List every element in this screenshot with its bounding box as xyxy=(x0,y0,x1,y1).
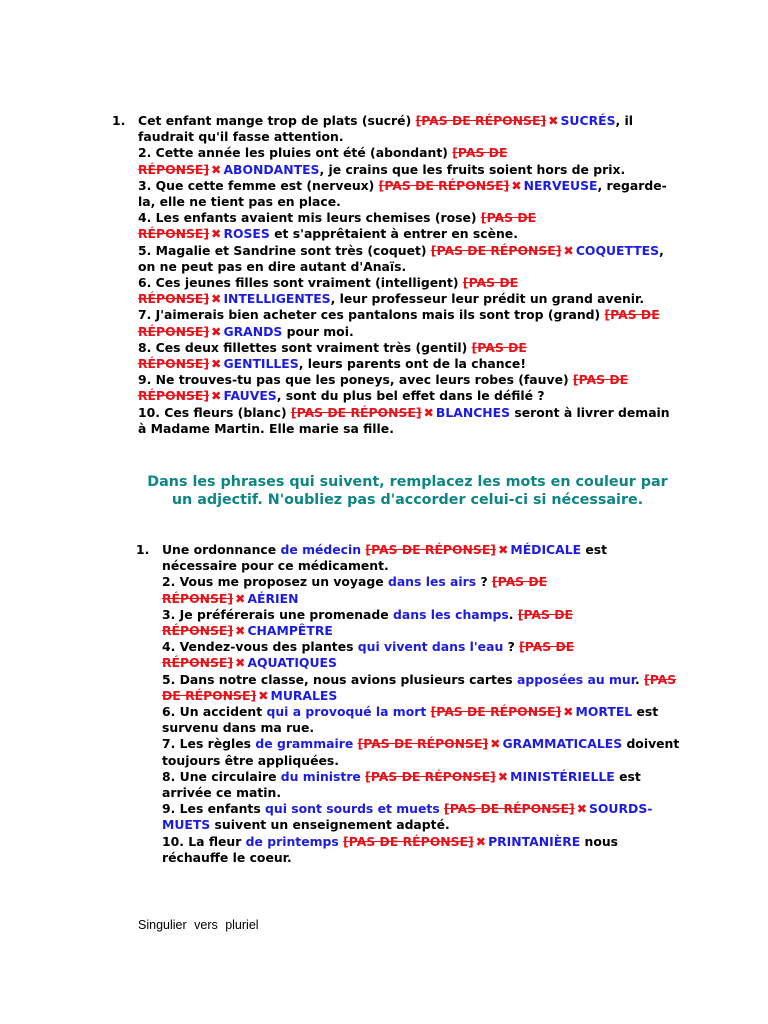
sentence-end: , leur professeur leur prédit un grand avenir. xyxy=(330,291,645,307)
wrong-mark-icon: ✖ xyxy=(490,736,501,752)
highlighted-phrase: qui a provoqué la mort xyxy=(266,704,427,720)
sentence-start: 10. Ces fleurs (blanc) xyxy=(138,404,291,420)
sentence-start: 7. J'aimerais bien acheter ces pantalons mais ils sont trop (grand) xyxy=(138,307,605,323)
sentence-start: 3. Je préférerais une promenade xyxy=(162,606,394,622)
sentence-end: seront à livrer demain à Madame Martin. Elle marie sa fille. xyxy=(138,404,670,436)
sentence-end: , je crains que les fruits soient hors de prix. xyxy=(319,161,626,177)
no-answer-label: [PAS DE RÉPONSE] xyxy=(365,768,496,784)
sentence-end: suivent un enseignement adapté. xyxy=(210,817,450,833)
highlighted-phrase: dans les champs xyxy=(393,606,509,622)
sentence-end: est survenu dans ma rue. xyxy=(162,704,659,736)
no-answer-label: [PAS DE RÉPONSE] xyxy=(138,372,629,404)
no-answer-label: [PAS DE RÉPONSE] xyxy=(162,671,677,703)
sentence-end: , il faudrait qu'il fasse attention. xyxy=(138,113,634,145)
list-item xyxy=(136,801,686,833)
list-item xyxy=(136,542,686,574)
correct-answer: GRANDS xyxy=(223,323,283,339)
list-item xyxy=(136,704,686,736)
wrong-mark-icon: ✖ xyxy=(576,801,587,817)
correct-answer: COQUETTES xyxy=(575,242,660,258)
item-number: 1. xyxy=(112,113,126,128)
sentence-start: 6. Ces jeunes filles sont vraiment (intelligent) xyxy=(138,275,463,291)
wrong-mark-icon: ✖ xyxy=(235,623,246,639)
list-item xyxy=(112,243,672,275)
highlighted-phrase: apposées au mur xyxy=(516,671,636,687)
correct-answer: GRAMMATICALES xyxy=(502,736,623,752)
sentence-start: 4. Les enfants avaient mis leurs chemises (rose) xyxy=(138,210,481,226)
list-item xyxy=(136,607,686,639)
exercise-list-2 xyxy=(136,542,686,866)
sentence-start: 2. Cette année les pluies ont été (abondant) xyxy=(138,145,453,161)
correct-answer: AÉRIEN xyxy=(247,590,299,606)
highlighted-phrase: du ministre xyxy=(280,768,361,784)
highlighted-phrase: de printemps xyxy=(245,833,339,849)
sentence-end: est arrivée ce matin. xyxy=(162,768,641,801)
correct-answer: PRINTANIÈRE xyxy=(488,833,581,849)
no-answer-label: [PAS DE RÉPONSE] xyxy=(162,606,573,639)
correct-answer: CHAMPÊTRE xyxy=(247,623,333,639)
sentence-start: 8. Une circulaire xyxy=(162,768,281,784)
sentence-start: 9. Les enfants xyxy=(162,801,266,817)
wrong-mark-icon: ✖ xyxy=(235,590,246,606)
no-answer-label: [PAS DE RÉPONSE] xyxy=(430,242,562,258)
no-answer-label: [PAS DE RÉPONSE] xyxy=(378,177,510,193)
correct-answer: ABONDANTES xyxy=(223,161,320,177)
footer-text: Singulier vers pluriel xyxy=(138,918,259,932)
list-item xyxy=(136,574,686,606)
wrong-mark-icon: ✖ xyxy=(211,161,222,177)
correct-answer: INTELLIGENTES xyxy=(223,291,331,307)
wrong-mark-icon: ✖ xyxy=(235,655,246,671)
sentence-mid: . xyxy=(635,671,645,687)
sentence-mid: ? xyxy=(503,639,520,655)
sentence-end: pour moi. xyxy=(282,323,354,339)
wrong-mark-icon: ✖ xyxy=(563,242,574,258)
correct-answer: SOURDS-MUETS xyxy=(162,801,653,833)
no-answer-label: [PAS DE RÉPONSE] xyxy=(138,210,537,242)
no-answer-label: [PAS DE RÉPONSE] xyxy=(444,801,575,817)
item-number: 1. xyxy=(136,542,150,557)
sentence-start: 7. Les règles xyxy=(162,736,256,752)
correct-answer: MURALES xyxy=(270,687,338,703)
sentence-end: doivent toujours être appliquées. xyxy=(162,736,680,768)
no-answer-label: [PAS DE RÉPONSE] xyxy=(162,639,575,671)
wrong-mark-icon: ✖ xyxy=(211,291,222,307)
highlighted-phrase: dans les airs xyxy=(387,574,477,590)
correct-answer: NERVEUSE xyxy=(523,177,598,193)
correct-answer: GENTILLES xyxy=(223,356,299,372)
list-item xyxy=(112,372,672,404)
no-answer-label: [PAS DE RÉPONSE] xyxy=(138,339,527,372)
correct-answer: MORTEL xyxy=(575,704,633,720)
sentence-start: 5. Dans notre classe, nous avions plusieurs cartes xyxy=(162,671,517,687)
no-answer-label: [PAS DE RÉPONSE] xyxy=(138,275,519,307)
exercise-list-1 xyxy=(112,113,672,437)
wrong-mark-icon: ✖ xyxy=(211,356,222,372)
sentence-end: , regarde-la, elle ne tient pas en place. xyxy=(138,177,667,210)
sentence-mid: ? xyxy=(476,574,492,590)
list-item xyxy=(112,405,672,437)
section-heading: Dans les phrases qui suivent, remplacez les mots en couleur par un adjectif. N'oubliez pas d'accorder celui-ci si nécessaire. xyxy=(147,474,668,508)
list-item xyxy=(112,210,672,242)
list-item xyxy=(136,736,686,768)
no-answer-label: [PAS DE RÉPONSE] xyxy=(430,704,562,720)
sentence-start: Cet enfant mange trop de plats (sucré) xyxy=(138,113,416,128)
wrong-mark-icon: ✖ xyxy=(563,704,574,720)
wrong-mark-icon: ✖ xyxy=(511,177,522,193)
list-item xyxy=(112,178,672,210)
no-answer-label: [PAS DE RÉPONSE] xyxy=(357,736,489,752)
correct-answer: BLANCHES xyxy=(435,404,511,420)
list-item xyxy=(136,769,686,801)
correct-answer: AQUATIQUES xyxy=(247,655,337,671)
sentence-start: Une ordonnance xyxy=(162,542,281,557)
wrong-mark-icon: ✖ xyxy=(211,226,222,242)
wrong-mark-icon: ✖ xyxy=(497,768,509,784)
wrong-mark-icon: ✖ xyxy=(258,687,269,703)
correct-answer: FAUVES xyxy=(223,388,277,404)
no-answer-label: [PAS DE RÉPONSE] xyxy=(138,307,660,339)
wrong-mark-icon: ✖ xyxy=(475,833,487,849)
no-answer-label: [PAS DE RÉPONSE] xyxy=(415,113,547,128)
sentence-end: est nécessaire pour ce médicament. xyxy=(162,542,608,574)
correct-answer: MÉDICALE xyxy=(510,542,582,557)
list-item xyxy=(136,834,686,866)
wrong-mark-icon: ✖ xyxy=(548,113,559,128)
sentence-start: 4. Vendez-vous des plantes xyxy=(162,639,358,655)
wrong-mark-icon: ✖ xyxy=(497,542,509,557)
correct-answer: MINISTÉRIELLE xyxy=(510,768,615,784)
sentence-end: , on ne peut pas en dire autant d'Anaïs. xyxy=(138,242,664,274)
sentence-start: 10. La fleur xyxy=(162,833,246,849)
sentence-end: nous réchauffe le coeur. xyxy=(162,833,619,865)
sentence-end: , leurs parents ont de la chance! xyxy=(298,356,526,372)
correct-answer: ROSES xyxy=(223,226,270,242)
wrong-mark-icon: ✖ xyxy=(423,404,434,420)
sentence-start: 6. Un accident xyxy=(162,704,267,720)
list-item xyxy=(112,340,672,372)
sentence-start: 3. Que cette femme est (nerveux) xyxy=(138,177,379,193)
no-answer-label: [PAS DE RÉPONSE] xyxy=(365,542,496,557)
no-answer-label: [PAS DE RÉPONSE] xyxy=(162,574,548,606)
highlighted-phrase: qui sont sourds et muets xyxy=(265,801,440,817)
highlighted-phrase: de grammaire xyxy=(255,736,354,752)
no-answer-label: [PAS DE RÉPONSE] xyxy=(290,404,422,420)
no-answer-label: [PAS DE RÉPONSE] xyxy=(343,833,474,849)
list-item xyxy=(112,145,672,177)
highlighted-phrase: qui vivent dans l'eau xyxy=(357,639,504,655)
highlighted-phrase: de médecin xyxy=(280,542,362,557)
list-item xyxy=(112,113,672,145)
list-item xyxy=(112,275,672,307)
list-item xyxy=(136,672,686,704)
wrong-mark-icon: ✖ xyxy=(211,388,222,404)
sentence-start: 9. Ne trouves-tu pas que les poneys, avec leurs robes (fauve) xyxy=(138,372,573,388)
sentence-mid: . xyxy=(508,606,518,622)
sentence-start: 5. Magalie et Sandrine sont très (coquet) xyxy=(138,242,431,258)
sentence-end: et s'apprêtaient à entrer en scène. xyxy=(269,226,518,242)
sentence-start: 2. Vous me proposez un voyage xyxy=(162,574,388,590)
no-answer-label: [PAS DE RÉPONSE] xyxy=(138,145,508,177)
list-item xyxy=(136,639,686,671)
wrong-mark-icon: ✖ xyxy=(211,323,222,339)
sentence-end: , sont du plus bel effet dans le défilé ? xyxy=(276,388,545,404)
correct-answer: SUCRÉS xyxy=(560,113,616,128)
sentence-start: 8. Ces deux fillettes sont vraiment très (gentil) xyxy=(138,339,472,355)
list-item xyxy=(112,307,672,339)
